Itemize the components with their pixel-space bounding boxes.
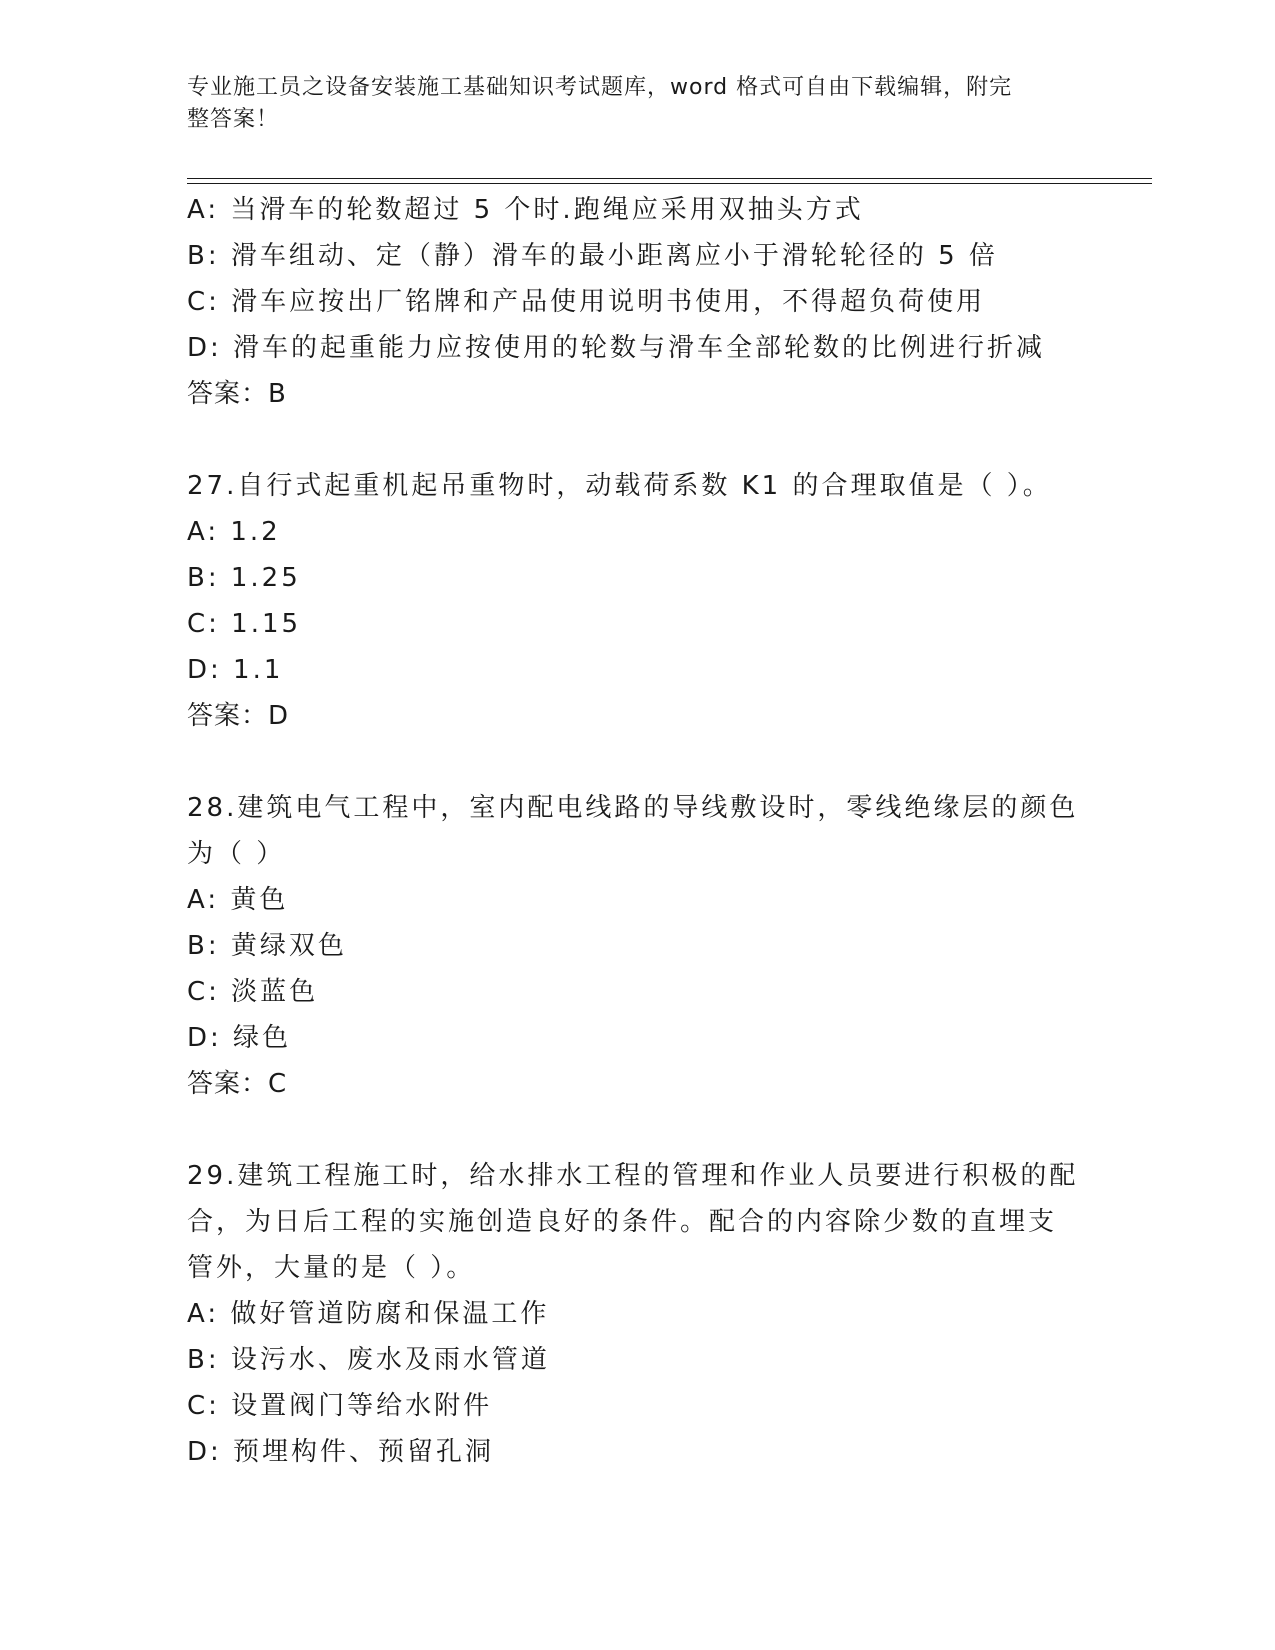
question-text-line-1: 28.建筑电气工程中，室内配电线路的导线敷设时，零线绝缘层的颜色: [187, 793, 1079, 823]
option-c: C: 淡蓝色: [187, 977, 319, 1007]
option-a: A: 当滑车的轮数超过 5 个时.跑绳应采用双抽头方式: [187, 195, 864, 225]
question-27: [187, 463, 1152, 739]
header-rule-top: [187, 178, 1152, 179]
option-b: B: 滑车组动、定（静）滑车的最小距离应小于滑轮轮径的 5 倍: [187, 241, 998, 271]
answer: 答案：B: [187, 379, 287, 409]
option-c: C: 滑车应按出厂铭牌和产品使用说明书使用，不得超负荷使用: [187, 287, 986, 317]
question-29: [187, 1153, 1152, 1475]
question-text-line-3: 管外，大量的是（ ）。: [187, 1253, 476, 1283]
option-d: D: 1.1: [187, 655, 284, 685]
option-c: C: 设置阀门等给水附件: [187, 1391, 493, 1421]
question-28: [187, 785, 1152, 1107]
spacer: [187, 739, 1152, 785]
header-line-1: 专业施工员之设备安装施工基础知识考试题库，word 格式可自由下载编辑，附完: [187, 75, 1013, 100]
header-line-2: 整答案！: [187, 107, 280, 132]
answer: 答案：D: [187, 701, 290, 731]
option-a: A: 做好管道防腐和保温工作: [187, 1299, 550, 1329]
option-b: B: 1.25: [187, 563, 301, 593]
answer: 答案：C: [187, 1069, 288, 1099]
spacer: [187, 417, 1152, 463]
option-a: A: 黄色: [187, 885, 289, 915]
option-a: A: 1.2: [187, 517, 281, 547]
spacer: [187, 1107, 1152, 1153]
question-text-line-2: 为（ ）: [187, 839, 286, 869]
question-text: 27.自行式起重机起吊重物时，动载荷系数 K1 的合理取值是（ ）。: [187, 471, 1052, 501]
option-b: B: 设污水、废水及雨水管道: [187, 1345, 550, 1375]
question-text-line-1: 29.建筑工程施工时，给水排水工程的管理和作业人员要进行积极的配: [187, 1161, 1079, 1191]
option-d: D: 绿色: [187, 1023, 292, 1053]
header-rule-bottom: [187, 183, 1152, 184]
question-26: [187, 187, 1152, 417]
option-c: C: 1.15: [187, 609, 302, 639]
option-d: D: 预埋构件、预留孔洞: [187, 1437, 495, 1467]
option-d: D: 滑车的起重能力应按使用的轮数与滑车全部轮数的比例进行折减: [187, 333, 1046, 363]
questions-content: [187, 187, 1152, 1475]
option-b: B: 黄绿双色: [187, 931, 347, 961]
question-text-line-2: 合，为日后工程的实施创造良好的条件。配合的内容除少数的直埋支: [187, 1207, 1058, 1237]
document-header: [187, 72, 1087, 136]
